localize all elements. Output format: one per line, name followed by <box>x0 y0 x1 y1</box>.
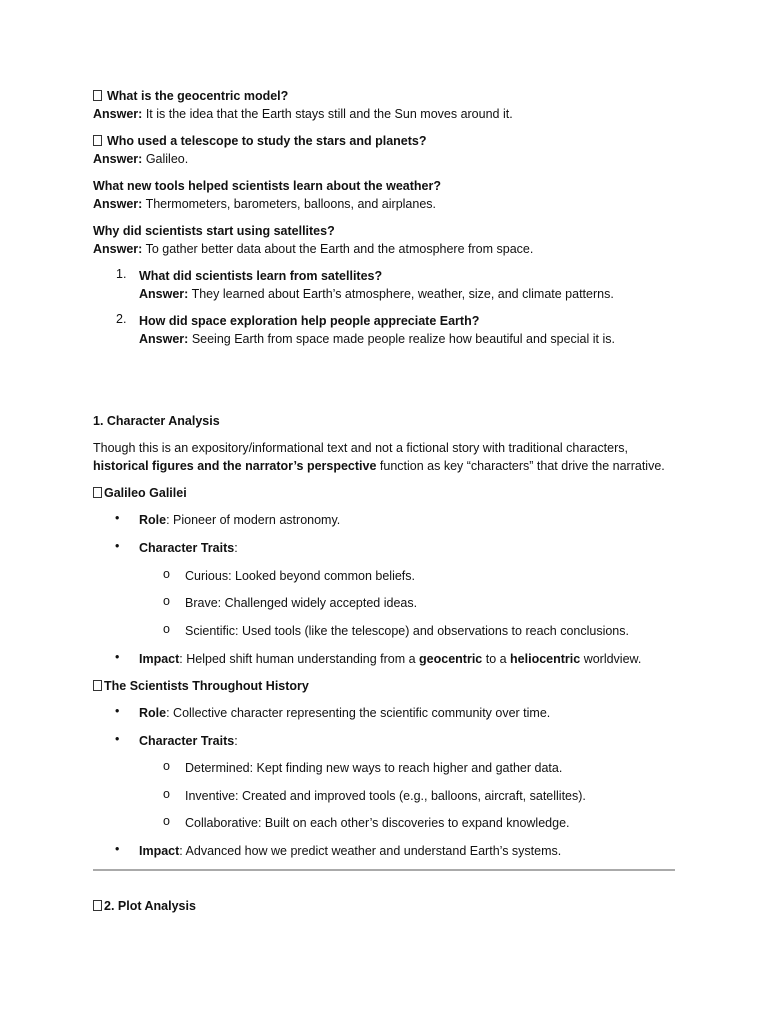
section-heading <box>93 897 683 915</box>
qa-item <box>93 87 683 123</box>
intro-text: Though this is an expository/informational text and not a fictional story with traditional characters, <box>93 441 628 455</box>
sub-list-item <box>93 567 683 585</box>
trait-text: Curious: Looked beyond common beliefs. <box>185 569 415 583</box>
character-heading <box>93 677 683 695</box>
intro-text-end: function as key “characters” that drive the narrative. <box>376 459 665 473</box>
impact-bold: geocentric <box>419 652 483 666</box>
sub-list-item <box>93 594 683 612</box>
answer-label: Answer: <box>93 197 143 211</box>
sub-bullet: o <box>163 622 170 636</box>
list-item <box>93 732 683 750</box>
character-name: Galileo Galilei <box>104 486 187 500</box>
question-text: How did space exploration help people appreciate Earth? <box>139 314 480 328</box>
sub-bullet: o <box>163 787 170 801</box>
answer-label: Answer: <box>139 332 189 346</box>
impact-label: Impact <box>139 652 180 666</box>
answer-text: It is the idea that the Earth stays still and the Sun moves around it. <box>145 107 513 121</box>
role-label: Role <box>139 706 167 720</box>
numbered-item <box>93 312 683 352</box>
answer-label: Answer: <box>93 107 143 121</box>
numbered-item <box>93 267 683 307</box>
sub-list-item <box>93 787 683 805</box>
trait-text: Determined: Kept finding new ways to reach higher and gather data. <box>185 761 563 775</box>
question-text: What is the geocentric model? <box>107 89 289 103</box>
section-title: 2. Plot Analysis <box>104 899 196 913</box>
intro-bold-text: historical figures and the narrator’s perspective <box>93 459 377 473</box>
question <box>93 132 683 150</box>
role-text: : Collective character representing the scientific community over time. <box>166 706 551 720</box>
bullet: • <box>115 704 120 718</box>
traits-label: Character Traits <box>139 734 235 748</box>
missing-glyph-icon <box>93 135 102 146</box>
answer <box>139 285 679 303</box>
bullet: • <box>115 842 120 856</box>
impact-text: : Helped shift human understanding from a <box>179 652 420 666</box>
qa-item <box>93 222 683 258</box>
list-item <box>93 539 683 557</box>
impact-text: worldview. <box>580 652 642 666</box>
trait-text: Brave: Challenged widely accepted ideas. <box>185 596 418 610</box>
list-item <box>93 842 683 860</box>
intro-paragraph <box>93 439 683 475</box>
answer-label: Answer: <box>139 287 189 301</box>
list-number: 2. <box>116 312 127 326</box>
bullet: • <box>115 650 120 664</box>
answer-text: Thermometers, barometers, balloons, and airplanes. <box>145 197 436 211</box>
answer <box>93 240 683 258</box>
traits-label: Character Traits <box>139 541 235 555</box>
role-text: : Pioneer of modern astronomy. <box>166 513 341 527</box>
missing-glyph-icon <box>93 900 102 911</box>
sub-list-item <box>93 814 683 832</box>
bullet: • <box>115 732 120 746</box>
list-number: 1. <box>116 267 127 281</box>
list-item <box>93 650 683 668</box>
answer-text: They learned about Earth’s atmosphere, weather, size, and climate patterns. <box>191 287 614 301</box>
answer-text: Galileo. <box>145 152 189 166</box>
question-text: What did scientists learn from satellites? <box>139 269 383 283</box>
traits-colon: : <box>234 734 238 748</box>
sub-bullet: o <box>163 567 170 581</box>
answer <box>93 150 683 168</box>
impact-bold: heliocentric <box>510 652 581 666</box>
question-text: What new tools helped scientists learn about the weather? <box>93 179 441 193</box>
sub-list-item <box>93 759 683 777</box>
answer-label: Answer: <box>93 152 143 166</box>
question-text: Who used a telescope to study the stars and planets? <box>107 134 427 148</box>
traits-colon: : <box>234 541 238 555</box>
answer <box>93 195 683 213</box>
answer-text: Seeing Earth from space made people realize how beautiful and special it is. <box>191 332 615 346</box>
qa-item <box>93 177 683 213</box>
answer-text: To gather better data about the Earth and the atmosphere from space. <box>145 242 534 256</box>
sub-bullet: o <box>163 594 170 608</box>
trait-text: Scientific: Used tools (like the telescope) and observations to reach conclusions. <box>185 624 629 638</box>
answer <box>139 330 679 348</box>
bullet: • <box>115 539 120 553</box>
impact-text: to a <box>482 652 511 666</box>
list-item <box>93 704 683 722</box>
answer-label: Answer: <box>93 242 143 256</box>
impact-text: : Advanced how we predict weather and understand Earth’s systems. <box>179 844 562 858</box>
question <box>93 87 683 105</box>
list-item <box>93 511 683 529</box>
role-label: Role <box>139 513 167 527</box>
trait-text: Inventive: Created and improved tools (e.g., balloons, aircraft, satellites). <box>185 789 586 803</box>
bullet: • <box>115 511 120 525</box>
missing-glyph-icon <box>93 90 102 101</box>
missing-glyph-icon <box>93 487 102 498</box>
horizontal-rule <box>93 869 675 871</box>
answer <box>93 105 683 123</box>
impact-label: Impact <box>139 844 180 858</box>
qa-item <box>93 132 683 168</box>
section-heading: 1. Character Analysis <box>93 414 220 428</box>
sub-list-item <box>93 622 683 640</box>
missing-glyph-icon <box>93 680 102 691</box>
character-heading <box>93 484 683 502</box>
sub-bullet: o <box>163 759 170 773</box>
trait-text: Collaborative: Built on each other’s discoveries to expand knowledge. <box>185 816 570 830</box>
sub-bullet: o <box>163 814 170 828</box>
character-name: The Scientists Throughout History <box>104 679 309 693</box>
question-text: Why did scientists start using satellites? <box>93 224 335 238</box>
